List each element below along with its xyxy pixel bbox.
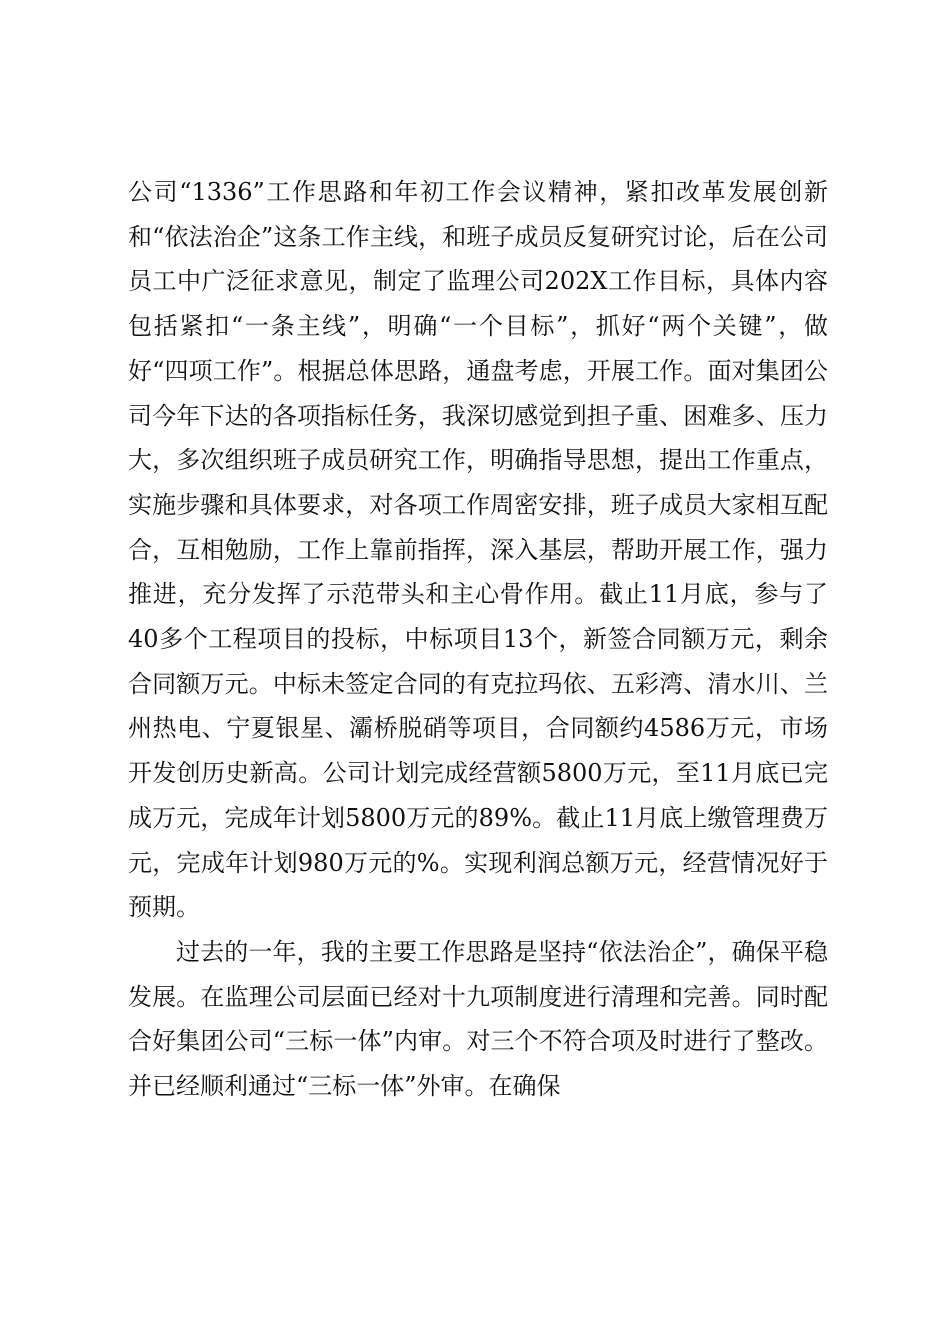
paragraph-continued: 公司“1336”工作思路和年初工作会议精神，紧扣改革发展创新和“依法治企”这条工作主线，和班子成员反复研究讨论，后在公司员工中广泛征求意见，制定了监理公司202X工作目标，具体内容包括紧扣“一条主线”，明确“一个目标”，抓好“两个关键”，做好“四项工作”。根据总体思路，通盘考虑，开展工作。面对集团公司今年下达的各项指标任务，我深切感觉到担子重、困难多、压力大，多次组织班子成员研究工作，明确指导思想，提出工作重点，实施步骤和具体要求，对各项工作周密安排，班子成员大家相互配合，互相勉励，工作上靠前指挥，深入基层，帮助开展工作，强力推进，充分发挥了示范带头和主心骨作用。截止11月底，参与了40多个工程项目的投标，中标项目13个，新签合同额万元，剩余合同额万元。中标未签定合同的有克拉玛依、五彩湾、清水川、兰州热电、宁夏银星、灞桥脱硝等项目，合同额约4586万元，市场开发创历史新高。公司计划完成经营额5800万元，至11月底已完成万元，完成年计划5800万元的89%。截止11月底上缴管理费万元，完成年计划980万元的%。实现利润总额万元，经营情况好于预期。 <box>128 178 828 922</box>
document-body <box>128 170 828 1109</box>
paragraph: 过去的一年，我的主要工作思路是坚持“依法治企”，确保平稳发展。在监理公司层面已经对十九项制度进行清理和完善。同时配合好集团公司“三标一体”内审。对三个不符合项及时进行了整改。并已经顺利通过“三标一体”外审。在确保 <box>128 937 828 1101</box>
